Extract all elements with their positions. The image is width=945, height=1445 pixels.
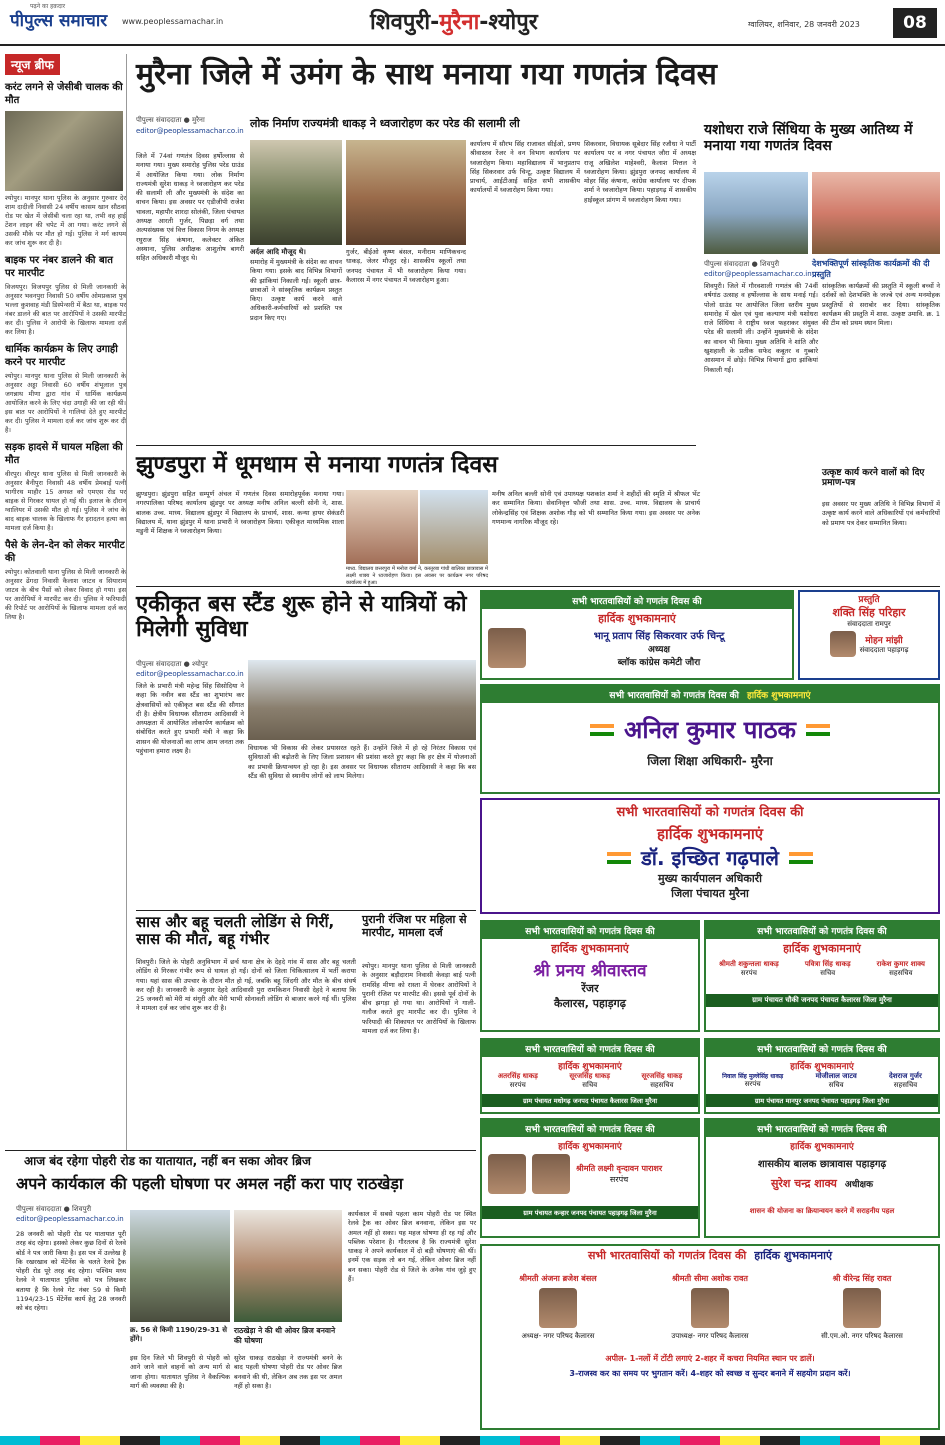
ad-banner: सभी भारतवासियों को गणतंत्र दिवस की	[706, 1120, 938, 1137]
pohri-topline: आज बंद रहेगा पोहरी रोड का यातायात, नहीं बन सका ओवर ब्रिज	[24, 1154, 311, 1168]
ad-org: जिला पंचायत मुरैना	[671, 887, 749, 900]
busstand-column: विधायक भी विकास की लेकर प्रयासरत रहते हैं। उन्होंने जिले में हो रहे निरंतर विकास एवं सुविधाओं की बढ़ोतरी के लिए जिला प्रशासन की प्रशंसा करते हुए कहा कि हर क्षेत्र में योजनाओं का प्रभावी क्रियान्वयन हो रहा है। इस अवसर पर विधायक सीताराम आदिवासी ने कहा कि बस स्टैंड की सुविधा से स्थानीय लोगों को लाभ मिलेगा।	[248, 744, 476, 780]
ad-gram-panchayat-madhogarh[interactable]	[480, 1038, 700, 1114]
divider	[5, 1150, 476, 1151]
pohri-email[interactable]: editor@peoplessamachar.co.in	[16, 1215, 124, 1223]
ad-photo	[488, 1154, 526, 1194]
busstand-byline: पीपुल्स संवाददाता ● श्योपुर	[136, 660, 208, 668]
ad-name: श्री प्रनय श्रीवास्तव	[533, 961, 647, 981]
pohri-column: इस दिन जिले भी शिवपुरी से पोहरी को आने जाने वाले वाहनों को अन्य मार्ग से जाना होगा। यातायात पुलिस ने वैकल्पिक मार्ग की व्यवस्था की है।	[130, 1354, 230, 1390]
ad-role: सहसचिव	[893, 1081, 918, 1089]
yashodhara-dance-photo	[812, 172, 940, 254]
ad-name: श्रीमती शकुन्तला धाकड़	[719, 960, 779, 968]
ad-nagar-parishad-kailaras[interactable]	[480, 1244, 940, 1430]
ad-name: श्रीमती अंजना ब्रजेश बंसल	[519, 1274, 597, 1283]
page-number: 08	[893, 8, 937, 38]
pohri-photo-minister	[234, 1210, 342, 1322]
divider	[136, 910, 476, 911]
ad-greeting: हार्दिक शुभकामनाएं	[783, 942, 861, 955]
jhundpura-column: झुण्डपुरा। झुंडपुरा सहित सम्पूर्ण अंचल में गणतंत्र दिवस समारोहपूर्वक मनाया गया। नगरपालिका परिषद कार्यालय झुंडपुर पर अध्यक्ष मनीष अनिल बल्ली सोनी ने, शास. बालक उच्च. माध्य. विद्यालय झुंडपुर में विद्यालय के प्राचार्य, शास. कन्या हायर सेकंडरी विद्यालय में, थाना झुंडपुर में थाना प्रभारी ने ध्वजारोहण किया। एकीकृत माध्यमिक शाला मडुनी में शिक्षक ने ध्वजारोहण किया।	[136, 490, 344, 536]
flag-icon	[590, 724, 614, 736]
ad-name: भानू प्रताप सिंह सिकरवार उर्फ चिन्टू	[593, 631, 725, 642]
purani-column: श्योपुर। मानपुर थाना पुलिस से मिली जानकारी के अनुसार बड़ौदाराम निवासी केवड़ा बाई पत्नी रामसिंह मीणा को रास्ता में घेरकर आरोपियों ने पुरानी रंजिश पर मारपीट की। इससे पूर्व दोनों के बीच झगड़ा हो गया था। आरोपियों ने गाली-गलौज करते हुए मारपीट कर दी। पुलिस ने फरियादी की शिकायत पर आरोपियों के खिलाफ मामला दर्ज कर लिया है।	[362, 962, 476, 1036]
pohri-column: सुरेश धाकड़ राठखेड़ा ने राज्यमंत्री बनने के बाद पहली घोषणा पोहरी रोड पर ओवर ब्रिज बनवाने की थी, लेकिन अब तक इस पर अमल नहीं हो सका है।	[234, 1354, 342, 1390]
news-brief-sidebar	[5, 54, 127, 1150]
purani-headline[interactable]: पुरानी रंजिश पर महिला से मारपीट, मामला दर्ज	[362, 913, 467, 939]
ad-role: सरपंच	[740, 969, 757, 977]
ad-name: मोहन मांझी	[865, 636, 903, 646]
divider	[136, 586, 940, 587]
busstand-headline[interactable]: एकीकृत बस स्टैंड शुरू होने से यात्रियों को मिलेगी सुविधा	[136, 592, 467, 643]
busstand-email[interactable]: editor@peoplessamachar.co.in	[136, 670, 244, 678]
ad-name: सूरजसिंह धाकड़	[641, 1072, 683, 1080]
color-registration-strip	[0, 1436, 945, 1445]
yashodhara-subhead: उत्कृष्ट कार्य करने वालों को दिए प्रमाण-पत्र	[822, 468, 925, 489]
ad-role: अध्यक्ष	[648, 645, 670, 655]
yashodhara-column: इस अवसर पर मुख्य अतिथि ने विभिन्न विभागों में उत्कृष्ट कार्य करने वाले अधिकारियों एवं कर्मचारियों को प्रमाण पत्र देकर सम्मानित किया।	[822, 500, 940, 527]
ad-banner: सभी भारतवासियों को गणतंत्र दिवस की हार्दिक शुभकामनाएं	[482, 686, 938, 703]
ad-greeting: हार्दिक शुभकामनाएं	[790, 1062, 854, 1072]
pohri-column: 28 जनवरी को पोहरी रोड पर यातायात पूरी तरह बंद रहेगा। इसको लेकर कुछ दिनों से रेलवे बोर्ड ने पत्र जारी किया है। इस पत्र में उल्लेख है कि रखरखाव को मेंटेनेंस के चलते रेलवे ट्रैक पोहरी रोड पूरे तरह बंद रहेगा। पश्चिम मध्य रेलवे ने यातायात पुलिस को पत्र लिखकर बताया है कि रेलवे गेट नंबर 59 से किमी 1194/23-15 मेंटेनेंस कार्य हेतु 28 जनवरी को बंद रहेगा।	[16, 1230, 126, 1313]
lead-byline: पीपुल्स संवाददाता ● मुरैना	[136, 116, 205, 124]
lead-headline[interactable]: मुरैना जिले में उमंग के साथ मनाया गया गणतंत्र दिवस	[136, 57, 717, 92]
ad-photo	[532, 1154, 570, 1194]
ad-role: सरपंच	[744, 1080, 761, 1088]
ad-role: अध्यक्ष- नगर परिषद कैलारस	[521, 1332, 595, 1340]
pohri-photo-caption: राठखेड़ा ने की थी ओवर ब्रिज बनवाने की घोषणा	[234, 1326, 336, 1345]
ad-name: देशराज गुर्जर	[889, 1072, 922, 1080]
ad-role: उपाध्यक्ष- नगर परिषद कैलारस	[671, 1332, 749, 1340]
ad-name: डॉ. इच्छित गढ़पाले	[641, 846, 779, 870]
busstand-column: जिले के प्रभारी मंत्री महेन्द्र सिंह सिसोदिया ने कहा कि नवीन बस स्टैंड का शुभारंभ कर क्षेत्रवासियों को एकीकृत बस स्टैंड की सौगात दी है। क्षेत्रीय विधायक सीताराम आदिवासी ने अध्यक्षता में आयोजित लोकार्पण कार्यक्रम को संबोधित करते हुए प्रभारी मंत्री ने कहा कि शासन की योजनाओं का लाभ आम जनता तक पहुंचाना हमारा लक्ष्य है।	[136, 682, 244, 756]
ad-role: रेंजर	[581, 982, 599, 995]
ad-greeting: हार्दिक शुभकामनाएं	[551, 942, 629, 955]
ad-greeting: हार्दिक शुभकामनाएं	[656, 825, 764, 843]
jhundpura-headline[interactable]: झुण्डपुरा में धूमधाम से मनाया गणतंत्र दिवस	[136, 452, 498, 478]
ad-title: शासकीय बालक छात्रावास पहाड़गढ़	[757, 1159, 887, 1170]
brief-body: श्योपुर। मानपुर थाना पुलिस के अनुसार गुरुवार देर शाम दादीली निवासी 24 वर्षीय कासम खान सौठवा रोड पर खेत में जेसीबी चला रहा था, तभी वह हाई टेंशन लाइन की चपेट में आ गया। करंट लगने से उसकी मौके पर मौत हो गई। पुलिस ने मर्ग कायम कर जांच शुरू कर दी है।	[5, 194, 126, 247]
ad-role: संवाददाता रामपुर	[847, 620, 891, 628]
ad-org: ग्राम पंचायत कन्हार जनपद पंचायत पहाड़गढ़ जिला मुरैना	[482, 1206, 698, 1219]
pohri-headline[interactable]: अपने कार्यकाल की पहली घोषणा पर अमल नहीं करा पाए राठखेड़ा	[16, 1174, 404, 1193]
brief-headline: करंट लगने से जेसीबी चालक की मौत	[5, 82, 123, 106]
lead-photo-caption: अर्दल आदि मौजूद थे।	[250, 248, 306, 256]
ad-appeal: 3-राजस्व कर का समय पर भुगतान करें। 4-शहर को स्वच्छ व सुन्दर बनाने में सहयोग प्रदान करें।	[482, 1366, 938, 1381]
jhundpura-photo-caption: माध्य. विद्यालय छत्तरपुरा में मनोज वर्मा ने, कस्तूरबा गांधी बालिका छात्रावास में लक्ष्मी शाक्य ने ध्वजारोहण किया। इस अवसर पर कार्यक्रम नगर परिषद कार्यालय में हुआ।	[346, 566, 488, 586]
list-item	[5, 539, 126, 622]
yashodhara-email[interactable]: editor@peoplessamachar.co.in	[704, 270, 812, 278]
pohri-byline: पीपुल्स संवाददाता ● शिवपुरी	[16, 1205, 92, 1213]
ad-banner: सभी भारतवासियों को गणतंत्र दिवस की	[482, 1120, 698, 1137]
ad-balak-chhatravas[interactable]	[704, 1118, 940, 1238]
ad-photo	[488, 628, 526, 668]
ad-banner: सभी भारतवासियों को गणतंत्र दिवस की	[482, 922, 698, 939]
ad-banner: सभी भारतवासियों को गणतंत्र दिवस की	[482, 800, 938, 822]
ad-role: सहसचिव	[650, 1081, 674, 1089]
ad-name: पवित्रा सिंह धाकड़	[804, 960, 851, 968]
ad-greeting: हार्दिक शुभकामनाएं	[558, 1062, 622, 1072]
ad-role: मुख्य कार्यपालन अधिकारी	[657, 872, 763, 885]
ad-role: सचिव	[582, 1081, 598, 1089]
website-url[interactable]: www.peoplessamachar.in	[122, 17, 224, 26]
saas-headline[interactable]: सास और बहू चलती लोडिंग से गिरीं, सास की मौत, बहू गंभीर	[136, 913, 335, 949]
ad-banner: सभी भारतवासियों को गणतंत्र दिवस की	[482, 1040, 698, 1057]
ad-slogan: शासन की योजना का क्रियान्वयन करने में सराहनीय पहल	[706, 1205, 938, 1218]
ad-name: अतरसिंह धाकड़	[497, 1072, 538, 1080]
lead-column: कार्यालय में सौरभ सिंह राजावत सीईओ, प्रणय श्रीवास्तव रेंजर ने वन विभाग कार्यालय पर ध्वजारोहण किया। महाविद्यालय में भानुप्रताप सिंह सिकरवार उर्फ चिन्टू, उत्कृष्ट विद्यालय में प्राचार्य, आईटीआई सहित सभी शासकीय कार्यालयों में ध्वजारोहण किया गया।	[470, 140, 580, 195]
ad-name: श्री वीरेन्द्र सिंह रावत	[832, 1274, 892, 1283]
dateline: ग्वालियर, शनिवार, 28 जनवरी 2023	[748, 20, 860, 29]
busstand-photo	[248, 660, 476, 740]
ad-photo	[691, 1288, 729, 1328]
pohri-column: कार्यकाल में सबसे पहला काम पोहरी रोड पर स्थित रेलवे ट्रैक का ओवर ब्रिज बनवाना, लेकिन इस पर अमल नहीं हो सका। यह महज घोषणा ही रह गई और पब्लिक परेशान है। गौरतलब है कि राज्यमंत्री सुरेश धाकड़ ने अपने कार्यकाल में दो बड़ी घोषणाएं की थीं। इनमें एक सड़क तो बन गई, लेकिन ओवर ब्रिज नहीं बन सका। पोहरी रोड से जिले के अनेक गांव जुड़े हुए हैं।	[348, 1210, 476, 1284]
yashodhara-byline: पीपुल्स संवाददाता ● शिवपुरी	[704, 260, 780, 268]
ad-bhanu-pratap[interactable]	[480, 590, 794, 680]
ad-name: शक्ति सिंह परिहार	[832, 606, 906, 619]
ad-label: प्रस्तुति	[858, 595, 880, 605]
brief-headline: धार्मिक कार्यक्रम के लिए उगाही करने पर मारपीट	[5, 344, 118, 368]
ad-role: सरपंच	[609, 1175, 629, 1184]
yashodhara-headline[interactable]: यशोधरा राजे सिंधिया के मुख्य आतिथ्य में मनाया गया गणतंत्र दिवस	[704, 122, 913, 155]
ad-org: ग्राम पंचायत मानपुर जनपद पंचायत पहाड़गढ़ जिला मुरैना	[706, 1094, 938, 1107]
list-item	[5, 343, 126, 435]
ad-photo	[539, 1288, 577, 1328]
flag-icon	[607, 852, 631, 864]
news-brief-tag: न्यूज ब्रीफ	[5, 54, 60, 75]
ad-name: श्रीमती सीमा अशोक रावत	[672, 1274, 748, 1283]
ad-greeting: हार्दिक शुभकामनाएं	[558, 1142, 622, 1152]
lead-photo-flag-hoisting	[346, 140, 466, 245]
ad-role: सरपंच	[509, 1081, 526, 1089]
ad-gram-panchayat-manpur[interactable]	[704, 1038, 940, 1114]
ad-role: सहसचिव	[889, 969, 913, 977]
ad-name: सुरेश चन्द्र शाक्य	[770, 1177, 837, 1190]
ad-photo	[830, 631, 856, 657]
ad-pranay-shrivastava[interactable]	[480, 920, 700, 1032]
yashodhara-column: सांस्कृतिक कार्यक्रमों की प्रस्तुति में स्कूली बच्चों ने दर्शकों को देशभक्ति के जज्बे एवं अन्य मनमोहक प्रस्तुतियों से सराबोर कर दिया। सांस्कृतिक कार्यक्रम की प्रस्तुति में शास. उत्कृष्ट उमावि. क्र. 1 की टीम को प्रथम स्थान मिला।	[822, 282, 940, 328]
brief-body: वीरपुर। वीरपुर थाना पुलिस से मिली जानकारी के अनुसार बैनीपुरा निवासी 48 वर्षीय प्रेमबाई पत्नी भागीरथ माहौर 15 अगस्त को एमएस रोड पर बाइक से गिरकर घायल हो गई थी। इलाज के दौरान ग्वालियर में उसकी मौत हो गई। पुलिस ने जांच के बाद बाइक चालक के खिलाफ गैर इरादतन हत्या का मामला दर्ज किया है।	[5, 470, 126, 532]
lead-email[interactable]: editor@peoplessamachar.co.in	[136, 127, 244, 135]
ad-gram-panchayat-kanhar[interactable]	[480, 1118, 700, 1238]
edition-title: शिवपुरी-मुरैना-श्योपुर	[370, 10, 538, 35]
ad-name: सूरजसिंह धाकड़	[569, 1072, 611, 1080]
flag-icon	[789, 852, 813, 864]
ad-role: सी.एम.ओ. नगर परिषद कैलारस	[821, 1332, 903, 1340]
ad-role: अधीक्षक	[844, 1180, 873, 1190]
lead-column: समारोह में मुख्यमंत्री के संदेश का वाचन किया गया। इसके बाद विभिन्न विभागों की झांकियां निकाली गईं। स्कूली छात्र-छात्राओं ने सांस्कृतिक कार्यक्रम प्रस्तुत किए। उत्कृष्ट कार्य करने वाले अधिकारी-कर्मचारियों को प्रशस्ति पत्र प्रदान किए गए।	[250, 258, 342, 322]
ad-shakti-singh[interactable]	[798, 590, 940, 680]
ad-name: निवाल सिंह मुल्लेसिंह धाकड़	[722, 1073, 784, 1080]
lead-column: गुर्जर, बीईओ कृष्ण बंसल, मनीराम माणिकचन्द धाकड़, जेलर मौजूद रहे। शासकीय स्कूलों तथा जनपद पंचायत में भी ध्वजारोहण किया गया। कैलारस में नगर पंचायत में ध्वजारोहण हुआ।	[346, 248, 466, 284]
jhundpura-photo-flag	[420, 490, 488, 564]
brief-body: श्योपुर। कोतवाली थाना पुलिस से मिली जानकारी के अनुसार ढेंगदा निवासी कैलाश जाटव व सियाराम जाटव के बीच पैसों को लेकर विवाद हो गया। इस पर आरोपियों ने मारपीट कर दी। पुलिस ने फरियादी की रिपोर्ट पर आरोपियों के खिलाफ मामला दर्ज कर लिया है।	[5, 568, 126, 621]
ad-photo	[843, 1288, 881, 1328]
lead-photo-minister	[250, 140, 342, 245]
list-item	[5, 254, 126, 337]
ad-name: मोजीलाल जाटव	[815, 1072, 857, 1080]
list-item	[5, 441, 126, 533]
ad-org: ग्राम पंचायत चौकी जनपद पंचायत कैलारस जिला मुरैना	[706, 994, 938, 1007]
ad-banner: सभी भारतवासियों को गणतंत्र दिवस की	[706, 922, 938, 939]
brief-body: श्योपुर। मानपुर थाना पुलिस से मिली जानकारी के अनुसार अड्डा निवासी 60 वर्षीय शंभूलाल पुत्र जगन्नाथ मीणा द्वारा गांव में धार्मिक कार्यक्रम आयोजित करने के लिए चंदा उगाही की जा रही थी। इस बात पर आरोपियों ने गालियां देते हुए मारपीट कर दी। पुलिस ने मामला दर्ज कर जांच शुरू कर दी है।	[5, 372, 126, 434]
ad-greeting: हार्दिक शुभकामनाएं	[598, 612, 676, 625]
yashodhara-photo-caption: देशभक्तिपूर्ण सांस्कृतिक कार्यक्रमों की दी प्रस्तुति	[812, 259, 930, 279]
ad-org: ब्लॉक कांग्रेस कमेटी जौरा	[617, 658, 701, 668]
ad-banner: सभी भारतवासियों को गणतंत्र दिवस की	[482, 592, 792, 609]
lead-column: जिले में 74वां गणतंत्र दिवस हर्षोल्लास से मनाया गया। मुख्य समारोह पुलिस परेड ग्राउंड में आयोजित किया गया। लोक निर्माण राज्यमंत्री सुरेश धाकड़ ने ध्वजारोहण कर परेड की सलामी ली और मुख्यमंत्री के संदेश का वाचन किया। इस अवसर पर एडीजीपी राजेश चावला, महापौर शारदा सोलंकी, जिला पंचायत अध्यक्ष आरती गुर्जर, पिछड़ा वर्ग तथा अल्पसंख्यक एवं वित्त विकास निगम के अध्यक्ष रघुराज सिंह कंषाना, कलेक्टर अंकित अस्थाना, पुलिस अधीक्षक आशुतोष बागरी सहित अधिकारी मौजूद थे।	[136, 152, 244, 263]
list-item	[5, 81, 126, 248]
brief-headline: सड़क हादसे में घायल महिला की मौत	[5, 442, 123, 466]
divider	[136, 445, 696, 446]
masthead	[0, 0, 945, 46]
ad-name: अनिल कुमार पाठक	[624, 716, 796, 744]
lead-subhead: लोक निर्माण राज्यमंत्री धाकड़ ने ध्वजारोहण कर परेड की सलामी ली	[250, 117, 520, 130]
flag-icon	[806, 724, 830, 736]
ad-role: संवाददाता पहाड़गढ़	[859, 646, 909, 654]
pohri-photo-caption: क्र. 56 से किमी 1190/29-31 से होंगे।	[130, 1326, 228, 1343]
ad-banner: सभी भारतवासियों को गणतंत्र दिवस की हार्दिक शुभकामनाएं	[482, 1246, 938, 1265]
ad-banner: सभी भारतवासियों को गणतंत्र दिवस की	[706, 1040, 938, 1057]
ad-org: ग्राम पंचायत मधोगढ़ जनपद पंचायत कैलारस जिला मुरैना	[482, 1094, 698, 1107]
pohri-photo-train	[130, 1210, 230, 1322]
yashodhara-photo	[704, 172, 808, 254]
brief-headline: पैसे के लेन-देन को लेकर मारपीट की	[5, 540, 125, 564]
ad-org: कैलारस, पहाड़गढ़	[554, 997, 626, 1010]
lead-column: सिकरवार, विधायक सूबेदार सिंह रजौधा ने पार्टी कार्यालय पर व नगर पंचायत जौरा में अध्यक्ष राजू अखिलेश माहेश्वरी, कैलाश मित्तल ने ध्वजारोहण किया। झुंडपुरा जनपद कार्यालय में मोहर सिंह कंषाना, कांग्रेस कार्यालय पर दीपक शर्मा ने ध्वजारोहण किया। पहाड़गढ़ में शासकीय हाईस्कूल प्रांगण में ध्वजारोहण किया गया।	[584, 140, 696, 204]
yashodhara-column: शिवपुरी। जिले में गौरवशाली गणतंत्र की 74वीं वर्षगांठ उत्साह व हर्षोल्लास के साथ मनाई गई। पोलो ग्राउंड पर आयोजित जिला स्तरीय मुख्य समारोह में खेल एवं युवा कल्याण मंत्री यशोधरा राजे सिंधिया ने राष्ट्रीय ध्वज फहराकर संयुक्त परेड की सलामी ली। उन्होंने मुख्यमंत्री के संदेश का वाचन भी किया। मुख्य अतिथि ने शांति और खुशहाली के प्रतीक सफेद कबूतर व गुब्बारे आसमान में छोड़े। विभिन्न विभागों द्वारा झांकियां निकाली गईं।	[704, 282, 818, 374]
brief-photo	[5, 111, 123, 191]
ad-greeting: हार्दिक शुभकामनाएं	[790, 1142, 854, 1152]
brief-headline: बाइक पर नंबर डालने की बात पर मारपीट	[5, 255, 113, 279]
ad-role: सचिव	[820, 969, 836, 977]
newspaper-logo[interactable]: पीपुल्स समाचार	[10, 11, 108, 31]
ad-appeal: अपील- 1-नलों में टोंटी लगाएं 2-शहर में कचरा नियमित स्थान पर डालें।	[482, 1351, 938, 1366]
logo-tagline: पढ़ने का हक़दार	[30, 3, 66, 10]
ad-role: सचिव	[828, 1081, 844, 1089]
saas-column: शिवपुरी। जिले के पोहरी अनुविभाग में छर्च थाना क्षेत्र के देहदे गांव में सास और बहू चलती लोडिंग से गिरकर गंभीर रूप से घायल हो गईं। दोनों को जिला चिकित्सालय में भर्ती कराया गया। यहां सास की उपचार के दौरान मौत हो गई, जबकि बहू जिंदगी और मौत के बीच संघर्ष कर रही है। जानकारी के अनुसार देहदे आदिवासी पुरा रामकिशन निवासी देहदे ने बताया कि 25 जनवरी को मेरी मां संगुरी और मेरी भाभी सोनावती लोडिंग से बाजार करने गई थीं। पुलिस ने मामला दर्ज कर जांच शुरू कर दी है।	[136, 958, 356, 1013]
ad-role: जिला शिक्षा अधिकारी- मुरैना	[647, 754, 773, 768]
ad-anil-pathak[interactable]	[480, 684, 940, 794]
ad-name: श्रीमति लक्ष्मी वृन्दावन पाराशर	[576, 1164, 663, 1173]
jhundpura-column: मनीष अनिल बल्ली सोनी एवं उपाध्यक्ष यशकांत शर्मा ने शहीदों की स्मृति में श्रीफल भेंट कर सम्मानित किया। सेवानिवृत्त फौजी तथा शास. उच्च. माध्य. विद्यालय के प्राचार्य लोकेन्द्रसिंह एवं शिक्षक अशोक गौड़ को भी सम्मानित किया गया। इस अवसर पर अनेक गणमान्य नागरिक मौजूद रहे।	[492, 490, 700, 526]
jhundpura-photo-students	[346, 490, 418, 564]
brief-body: विजयपुर। विजयपुर पुलिस से मिली जानकारी के अनुसार भवनपुरा निवासी 50 वर्षीय ओमप्रकाश पुत्र भल्ला कुशवाह मंडी डिस्पेन्सरी में बैठा था, बाइक पर नंबर डालने की बात पर आरोपियों ने उसकी मारपीट कर दी। पुलिस ने आरोपी के खिलाफ मामला दर्ज कर लिया है।	[5, 283, 126, 336]
ad-gram-panchayat-chauki[interactable]	[704, 920, 940, 1032]
ad-name: राकेश कुमार शाक्य	[876, 960, 925, 968]
ad-ichchhit-garhpale[interactable]	[480, 798, 940, 914]
